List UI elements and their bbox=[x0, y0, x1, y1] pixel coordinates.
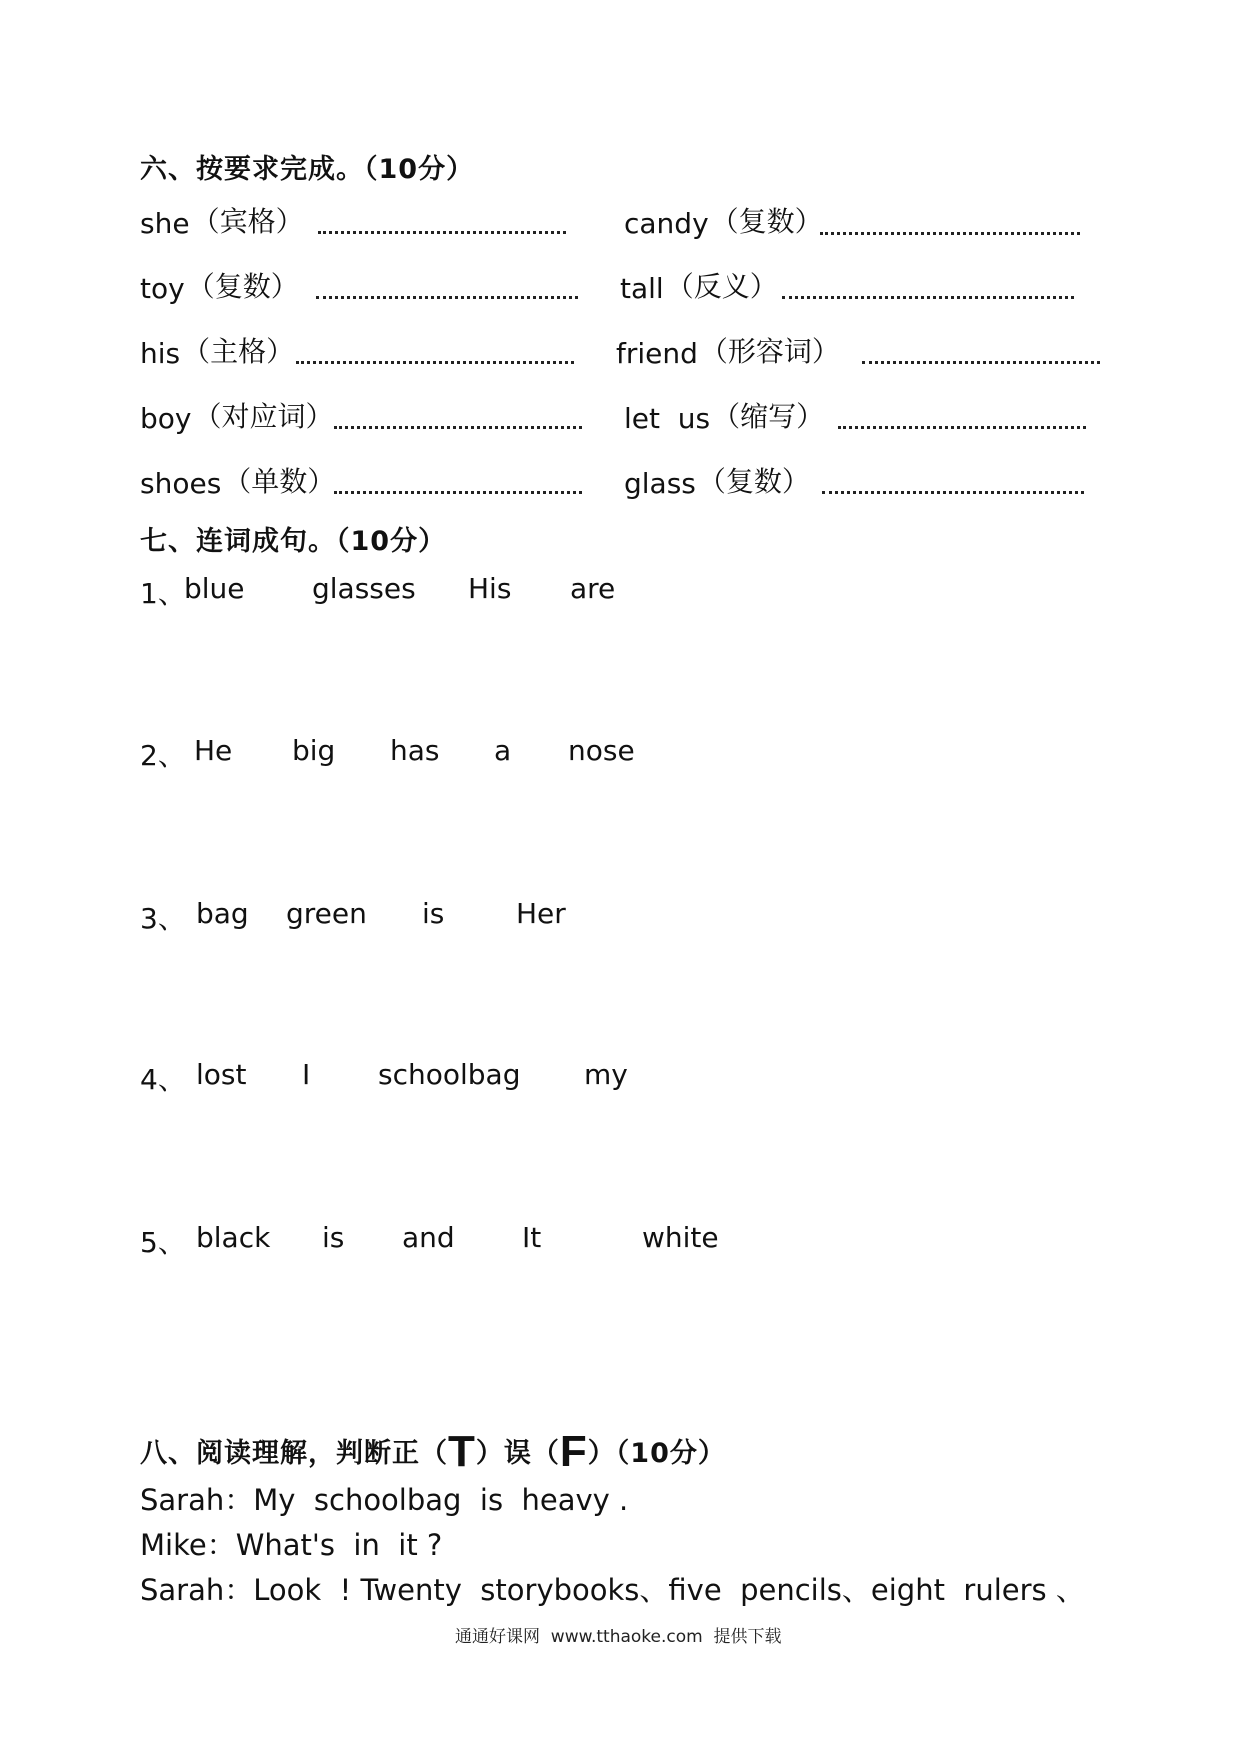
item-hint: （单数） bbox=[223, 465, 336, 498]
sentence-word: glasses bbox=[312, 572, 416, 605]
sentence-word: are bbox=[570, 572, 616, 605]
sentence-word: a bbox=[494, 734, 512, 767]
answer-blank[interactable] bbox=[822, 491, 1084, 494]
sentence-number: 1、 bbox=[140, 577, 186, 610]
exercise-item bbox=[624, 200, 823, 240]
item-word: glass bbox=[624, 467, 696, 500]
sentence-word: black bbox=[196, 1221, 271, 1254]
sentence-word: has bbox=[390, 734, 440, 767]
speaker: Sarah： bbox=[140, 1573, 254, 1607]
answer-blank[interactable] bbox=[318, 231, 566, 234]
exercise-item bbox=[140, 330, 294, 370]
exercise-item bbox=[624, 395, 824, 435]
sentence-word: lost bbox=[196, 1058, 247, 1091]
answer-blank[interactable] bbox=[820, 232, 1080, 235]
answer-blank[interactable] bbox=[838, 426, 1086, 429]
sentence-word: nose bbox=[568, 734, 635, 767]
page-footer: 通通好课网 www.tthaoke.com 提供下载 bbox=[455, 1627, 782, 1647]
item-word: candy bbox=[624, 207, 709, 240]
item-hint: （复数） bbox=[697, 465, 810, 498]
item-word: she bbox=[140, 207, 190, 240]
sentence-word: is bbox=[422, 897, 445, 930]
scrambled-sentence bbox=[140, 897, 740, 937]
false-letter: F bbox=[559, 1427, 588, 1476]
sentence-word: blue bbox=[184, 572, 245, 605]
answer-blank[interactable] bbox=[862, 361, 1100, 364]
answer-blank[interactable] bbox=[316, 296, 578, 299]
item-hint: （反义） bbox=[665, 270, 778, 303]
item-word: friend bbox=[616, 337, 698, 370]
dialog-text: My schoolbag is heavy . bbox=[253, 1483, 629, 1517]
sentence-word: my bbox=[584, 1058, 628, 1091]
exercise-item bbox=[624, 460, 810, 500]
sentence-word: big bbox=[292, 734, 336, 767]
dialog-text: What's in it ? bbox=[235, 1528, 443, 1562]
scrambled-sentence bbox=[140, 572, 740, 612]
exercise-item bbox=[140, 395, 334, 435]
answer-blank[interactable] bbox=[334, 426, 582, 429]
speaker: Sarah： bbox=[140, 1483, 254, 1517]
sentence-word: I bbox=[302, 1058, 311, 1091]
sentence-word: His bbox=[468, 572, 512, 605]
item-word: shoes bbox=[140, 467, 222, 500]
sentence-word: and bbox=[402, 1221, 455, 1254]
sentence-word: is bbox=[322, 1221, 345, 1254]
scrambled-sentence bbox=[140, 1058, 740, 1098]
exercise-item bbox=[616, 330, 840, 370]
sentence-word: white bbox=[642, 1221, 719, 1254]
sentence-word: bag bbox=[196, 897, 249, 930]
item-hint: （主格） bbox=[182, 335, 295, 368]
scrambled-sentence bbox=[140, 1221, 760, 1261]
sentence-word: green bbox=[286, 897, 367, 930]
speaker: Mike： bbox=[140, 1528, 236, 1562]
item-word: toy bbox=[140, 272, 185, 305]
item-word: let us bbox=[624, 402, 711, 435]
dialog-text: Look ! Twenty storybooks、five pencils、eight rulers 、 bbox=[253, 1573, 1085, 1607]
sentence-word: He bbox=[194, 734, 233, 767]
true-letter: T bbox=[448, 1427, 476, 1476]
sentence-word: schoolbag bbox=[378, 1058, 521, 1091]
item-hint: （宾格） bbox=[191, 205, 304, 238]
exercise-item bbox=[140, 265, 299, 305]
section-8-title-part: ）误（ bbox=[475, 1438, 560, 1469]
answer-blank[interactable] bbox=[296, 361, 574, 364]
section-7-title: 七、连词成句。（10分） bbox=[140, 526, 447, 557]
section-6-title: 六、按要求完成。（10分） bbox=[140, 154, 475, 185]
exercise-item bbox=[140, 460, 335, 500]
sentence-number: 3、 bbox=[140, 902, 186, 935]
sentence-word: Her bbox=[516, 897, 566, 930]
section-8-title-part: ）（10分） bbox=[587, 1438, 726, 1469]
exercise-item bbox=[620, 265, 778, 305]
item-hint: （复数） bbox=[186, 270, 299, 303]
section-8-title bbox=[140, 1427, 726, 1477]
item-hint: （对应词） bbox=[193, 400, 334, 433]
sentence-number: 2、 bbox=[140, 739, 186, 772]
sentence-number: 4、 bbox=[140, 1063, 186, 1096]
section-8-title-part: 八、阅读理解，判断正（ bbox=[140, 1438, 448, 1469]
item-hint: （缩写） bbox=[712, 400, 825, 433]
item-word: tall bbox=[620, 272, 664, 305]
exercise-item bbox=[140, 200, 304, 240]
item-hint: （形容词） bbox=[699, 335, 840, 368]
answer-blank[interactable] bbox=[334, 491, 582, 494]
item-word: his bbox=[140, 337, 181, 370]
dialog-line bbox=[140, 1568, 1085, 1609]
answer-blank[interactable] bbox=[782, 296, 1074, 299]
dialog-line bbox=[140, 1523, 442, 1564]
item-word: boy bbox=[140, 402, 192, 435]
dialog-line bbox=[140, 1478, 628, 1519]
scrambled-sentence bbox=[140, 734, 740, 774]
sentence-word: It bbox=[522, 1221, 542, 1254]
sentence-number: 5、 bbox=[140, 1226, 186, 1259]
item-hint: （复数） bbox=[710, 205, 823, 238]
